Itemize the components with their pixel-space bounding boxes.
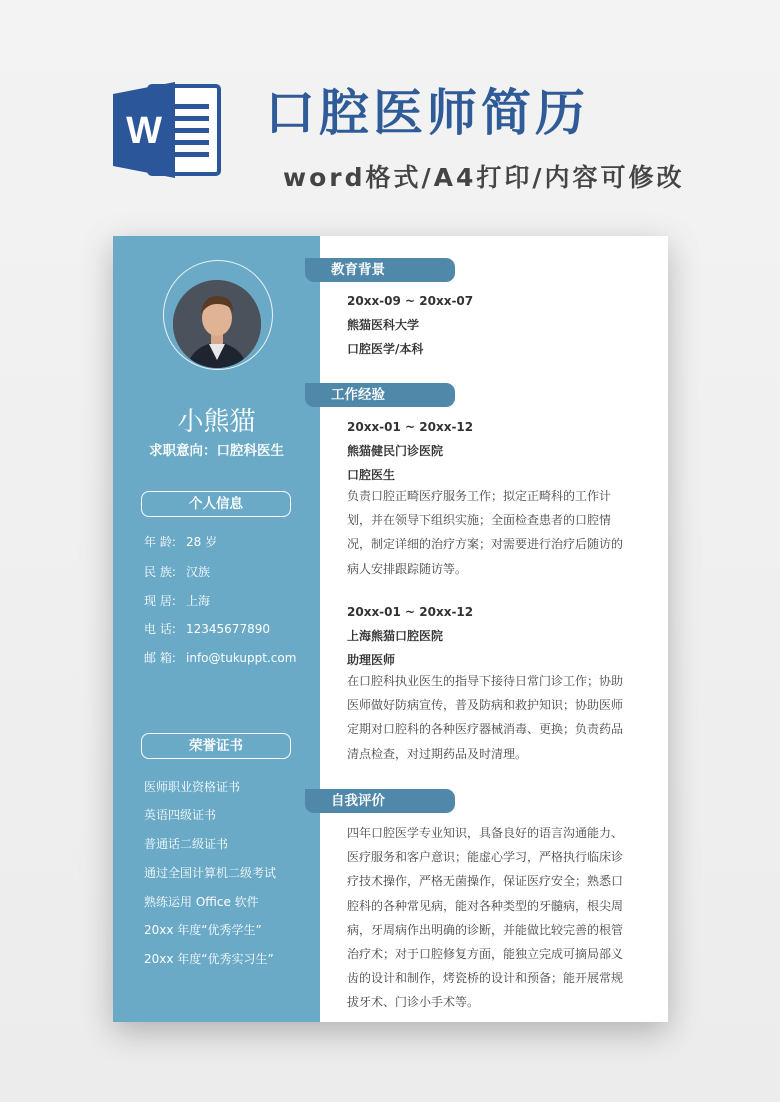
- section-heading-work: 工作经验: [305, 383, 455, 407]
- job-period: 20xx-01 ~ 20xx-12: [347, 605, 474, 619]
- job-description: 在口腔科执业医生的指导下接待日常门诊工作；协助医师做好防病宣传，普及防病和救护知识；协助医师定期对口腔科的各种医疗器械消毒、更换；负责药品清点检查，对过期药品及时清理。: [347, 674, 624, 761]
- certificate-item: 医师职业资格证书: [144, 780, 241, 794]
- education-school: 熊猫医科大学: [347, 318, 420, 332]
- page-subtitle: word格式/A4打印/内容可修改: [283, 163, 685, 192]
- certificate-item: 20xx 年度“优秀实习生”: [144, 952, 274, 966]
- resume-sheet: [113, 236, 668, 1022]
- job-role: 口腔医生: [347, 468, 396, 482]
- personal-info-heading: 个人信息: [141, 491, 291, 517]
- info-row: 电 话: 12345677890: [144, 622, 270, 636]
- education-major: 口腔医学/本科: [347, 342, 424, 356]
- job-intent: 求职意向：口腔科医生: [149, 443, 284, 459]
- page-title: 口腔医师简历: [265, 84, 589, 142]
- main-content: [320, 236, 668, 1022]
- info-row: 现 居: 上海: [144, 594, 211, 608]
- education-period: 20xx-09 ~ 20xx-07: [347, 294, 474, 308]
- info-row: 年 龄: 28 岁: [144, 535, 218, 549]
- certificate-item: 熟练运用 Office 软件: [144, 895, 259, 909]
- sidebar: [113, 236, 320, 1022]
- word-logo-icon: [113, 80, 223, 180]
- certificate-item: 普通话二级证书: [144, 837, 229, 851]
- info-row: 民 族: 汉族: [144, 565, 211, 579]
- job-description: 负责口腔正畸医疗服务工作；拟定正畸科的工作计划，并在领导下组织实施；全面检查患者的口腔情况，制定详细的治疗方案；对需要进行治疗后随访的病人安排跟踪随访等。: [347, 489, 624, 576]
- avatar: [173, 280, 261, 368]
- job-role: 助理医师: [347, 653, 396, 667]
- certificate-item: 通过全国计算机二级考试: [144, 866, 277, 880]
- job-org: 上海熊猫口腔医院: [347, 629, 444, 643]
- section-heading-education: 教育背景: [305, 258, 455, 282]
- job-period: 20xx-01 ~ 20xx-12: [347, 420, 474, 434]
- section-heading-self-eval: 自我评价: [305, 789, 455, 813]
- job-org: 熊猫健民门诊医院: [347, 444, 444, 458]
- certificate-item: 英语四级证书: [144, 808, 217, 822]
- word-logo-letter: W: [126, 110, 162, 152]
- candidate-name: 小熊猫: [177, 407, 256, 437]
- certificate-item: 20xx 年度“优秀学生”: [144, 923, 262, 937]
- self-eval-text: 四年口腔医学专业知识，具备良好的语言沟通能力、医疗服务和客户意识；能虚心学习，严格执行临床诊疗技术操作，严格无菌操作，保证医疗安全；熟悉口腔科的各种常见病，能对各种类型的牙髓病，根尖周病，牙周病作出明确的诊断，并能做比较完善的根管治疗术；对于口腔修复方面，能独立完成可摘局部义齿的设计和制作，烤瓷桥的设计和预备；能开展常规拔牙术、门诊小手术等。: [347, 826, 624, 1010]
- certificates-heading: 荣誉证书: [141, 733, 291, 759]
- info-row: 邮 箱: info@tukuppt.com: [144, 651, 297, 665]
